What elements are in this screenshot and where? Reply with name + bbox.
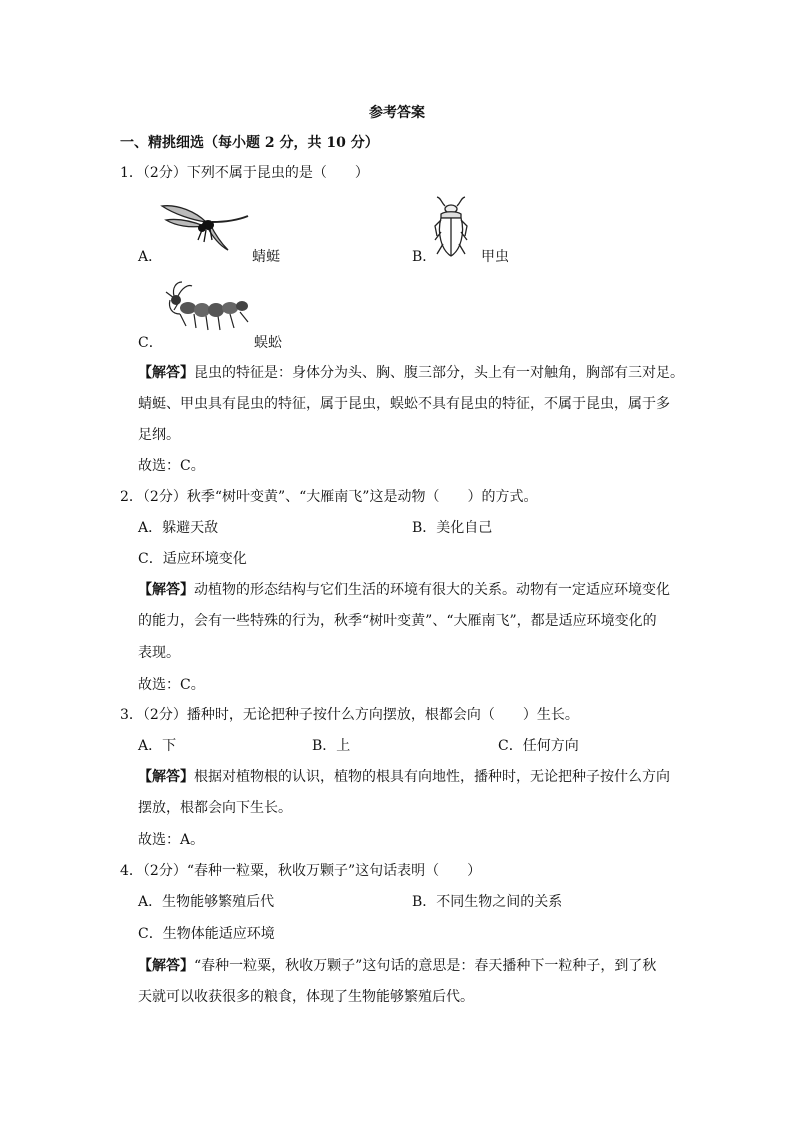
q1-option-c-label: 蜈蚣 — [254, 335, 282, 351]
analysis-text: 根据对植物根的认识，植物的根具有向地性，播种时，无论把种子按什么方向 — [194, 769, 670, 785]
dragonfly-image — [158, 200, 250, 252]
q1-analysis-line2: 蜻蜓、甲虫具有昆虫的特征，属于昆虫，蜈蚣不具有昆虫的特征，不属于昆虫，属于多 — [138, 396, 670, 412]
q2-stem: 2．（2分）秋季“树叶变黄”、“大雁南飞”这是动物（ ）的方式。 — [120, 489, 538, 505]
q3-option-b: B．上 — [312, 738, 351, 754]
q2-analysis-line1 — [138, 580, 670, 600]
q4-analysis-line1 — [138, 956, 656, 976]
q1-option-c-letter: C． — [138, 335, 163, 351]
q1-analysis-line1 — [138, 363, 684, 383]
q4-stem: 4．（2分）“春种一粒粟，秋收万颗子”这句话表明（ ） — [120, 863, 482, 879]
q2-option-b: B．美化自己 — [412, 520, 493, 536]
analysis-tag: 【解答】 — [138, 958, 194, 974]
q3-option-c: C．任何方向 — [498, 738, 579, 754]
q2-option-a: A．躲避天敌 — [138, 520, 219, 536]
q1-analysis-line3: 足纲。 — [138, 427, 180, 443]
q3-stem: 3．（2分）播种时，无论把种子按什么方向摆放，根都会向（ ）生长。 — [120, 707, 579, 723]
q3-analysis-line1 — [138, 767, 670, 787]
q2-answer: 故选：C。 — [138, 677, 205, 693]
q3-analysis-line2: 摆放，根都会向下生长。 — [138, 800, 292, 816]
q3-answer: 故选：A。 — [138, 832, 205, 848]
q3-option-a: A．下 — [138, 738, 177, 754]
page-title: 参考答案 — [369, 105, 425, 121]
q4-option-b: B．不同生物之间的关系 — [412, 894, 563, 910]
q4-analysis-line2: 天就可以收获很多的粮食，体现了生物能够繁殖后代。 — [138, 989, 474, 1005]
analysis-tag: 【解答】 — [138, 769, 194, 785]
q1-stem: 1．（2分）下列不属于昆虫的是（ ） — [120, 165, 369, 181]
q4-option-a: A．生物能够繁殖后代 — [138, 894, 275, 910]
analysis-text: “春种一粒粟，秋收万颗子”这句话的意思是：春天播种下一粒种子，到了秋 — [194, 958, 657, 974]
analysis-tag: 【解答】 — [138, 582, 194, 598]
analysis-tag: 【解答】 — [138, 365, 194, 381]
section-heading: 一、精挑细选（每小题 2 分，共 10 分） — [120, 135, 379, 151]
analysis-text: 动植物的形态结构与它们生活的环境有很大的关系。动物有一定适应环境变化 — [194, 582, 670, 598]
q1-answer: 故选：C。 — [138, 458, 205, 474]
q2-option-c: C．适应环境变化 — [138, 551, 247, 567]
q4-option-c: C．生物体能适应环境 — [138, 926, 275, 942]
q1-option-a-label: 蜻蜓 — [252, 249, 280, 265]
q1-option-b-letter: B． — [412, 249, 437, 265]
centipede-image — [160, 280, 252, 340]
q2-analysis-line3: 表现。 — [138, 645, 180, 661]
beetle-image — [433, 196, 469, 260]
q2-analysis-line2: 的能力，会有一些特殊的行为，秋季“树叶变黄”、“大雁南飞”，都是适应环境变化的 — [138, 613, 657, 629]
analysis-text: 昆虫的特征是：身体分为头、胸、腹三部分，头上有一对触角，胸部有三对足。 — [194, 365, 684, 381]
q1-option-b-label: 甲虫 — [481, 249, 509, 265]
q1-option-a-letter: A． — [138, 249, 163, 265]
